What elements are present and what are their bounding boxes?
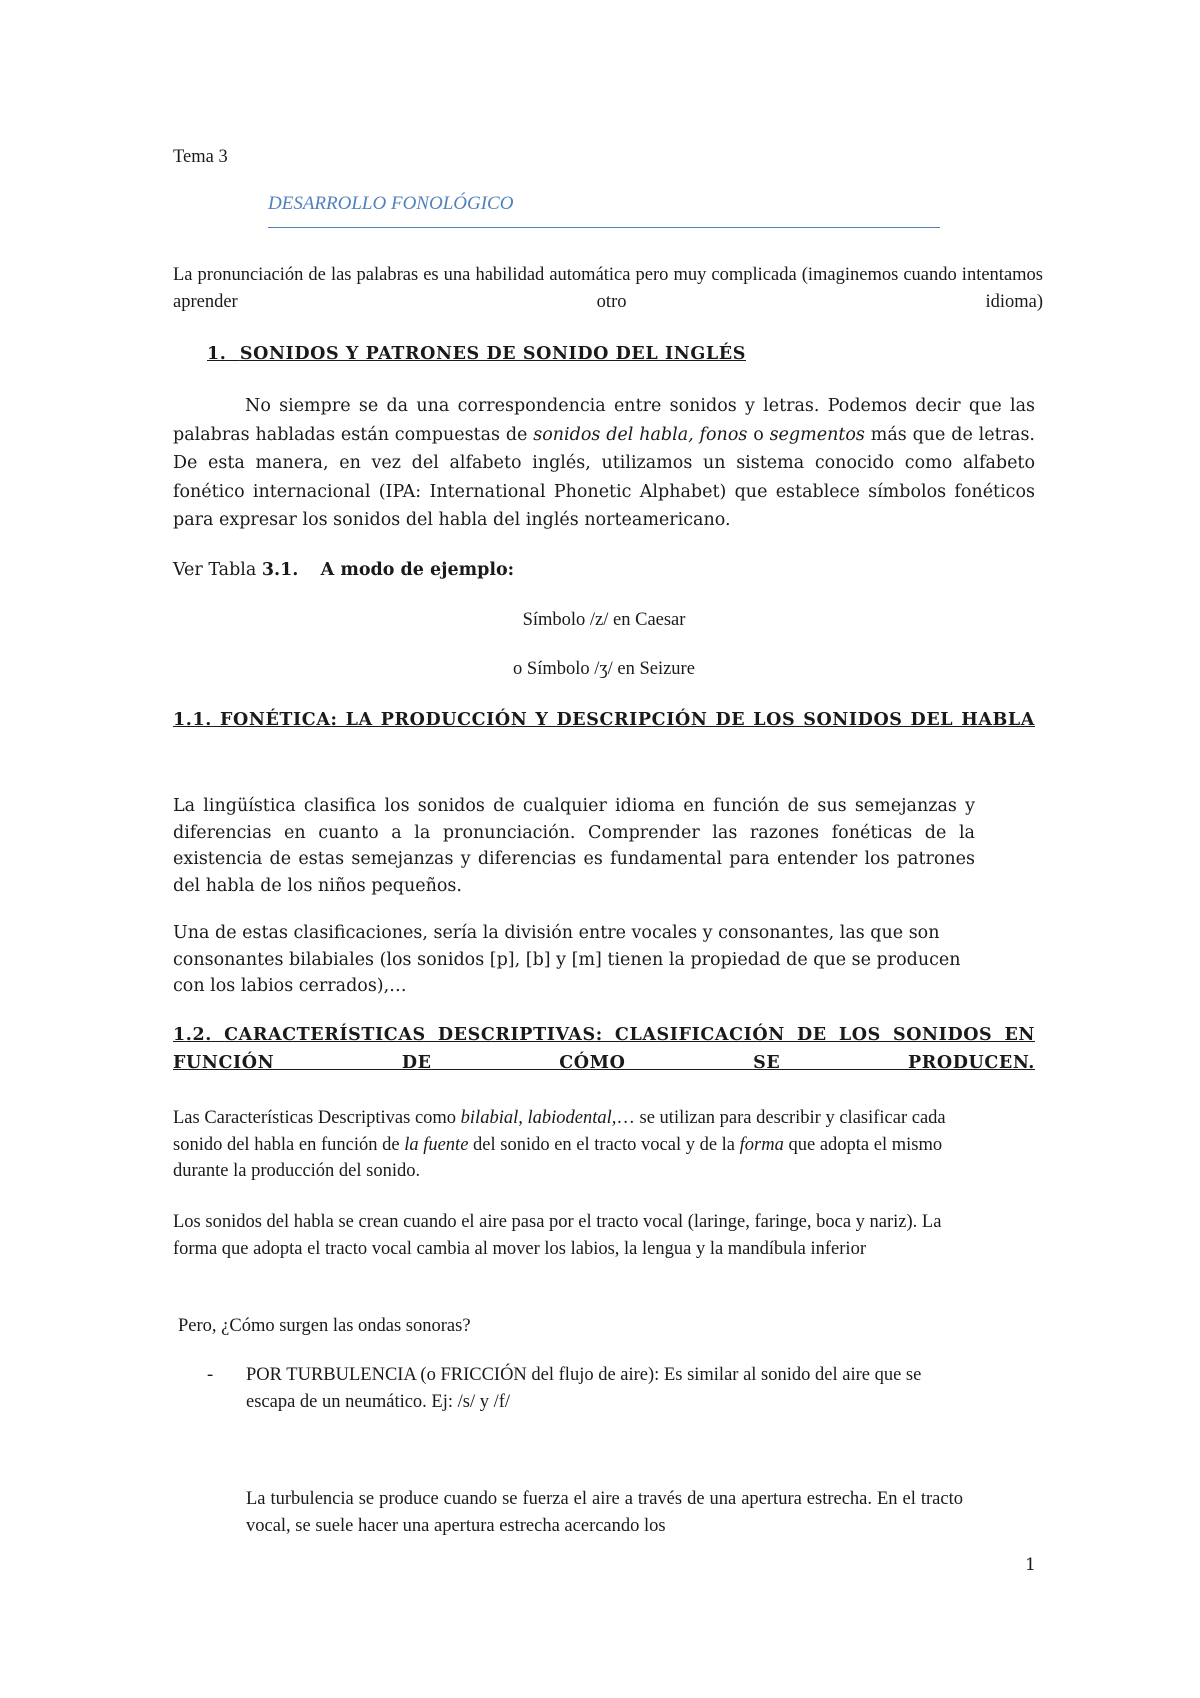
section-1-paragraph: No siempre se da una correspondencia entre sonidos y letras. Podemos decir que las palabras habladas están compuestas de sonidos del habla, fonos o segmentos más que de letras. De esta manera, en vez del alfabeto inglés, utilizamos un sistema conocido como alfabeto fonético internacional (IPA: International Phonetic Alphabet) que establece símbolos fonéticos para expresar los sonidos del habla del inglés norteamericano. [173, 396, 1035, 530]
section-1-2-paragraph-2: Los sonidos del habla se crean cuando el aire pasa por el tracto vocal (laringe, faringe, boca y nariz). La forma que adopta el tracto vocal cambia al mover los labios, la lengua y la mandíbula inferior [173, 1212, 942, 1259]
section-1-1-paragraph-1: La lingüística clasifica los sonidos de cualquier idioma en función de sus semejanzas y diferencias en cuanto a la pronunciación. Comprender las razones fonéticas de la existencia de estas semejanzas y diferencias es fundamental para entender los patrones del habla de los niños pequeños. [173, 796, 975, 896]
section-1-2-paragraph-1: Las Características Descriptivas como bilabial, labiodental,… se utilizan para describir y clasificar cada sonido del habla en función de la fuente del sonido en el tracto vocal y de la forma que adopta el mismo durante la producción del sonido. [173, 1108, 946, 1181]
title-underline [268, 193, 940, 228]
section-1-2-paragraph-3: La turbulencia se produce cuando se fuerza el aire a través de una apertura estrecha. En el tracto vocal, se suele hacer una apertura estrecha acercando los [246, 1489, 963, 1536]
document-title: DESARROLLO FONOLÓGICO [268, 193, 514, 214]
question-line: Pero, ¿Cómo surgen las ondas sonoras? [178, 1316, 471, 1336]
bullet-turbulence: POR TURBULENCIA (o FRICCIÓN del flujo de aire): Es similar al sonido del aire que se escapa de un neumático. Ej: /s/ y /f/ [246, 1365, 922, 1412]
bullet-dash: - [207, 1365, 214, 1385]
topic-label: Tema 3 [173, 147, 228, 167]
section-1-heading: 1. SONIDOS Y PATRONES DE SONIDO DEL INGLÉS [207, 344, 746, 364]
section-1-1-heading: 1.1. FONÉTICA: LA PRODUCCIÓN Y DESCRIPCIÓN DE LOS SONIDOS DEL HABLA [173, 710, 1035, 730]
intro-paragraph: La pronunciación de las palabras es una habilidad automática pero muy complicada (imaginemos cuando intentamos aprender otro idioma) [173, 265, 1043, 312]
section-1-1-paragraph-2: Una de estas clasificaciones, sería la división entre vocales y consonantes, las que son consonantes bilabiales (los sonidos [p], [b] y [m] tienen la propiedad de que se producen con los labios cerrados),… [173, 923, 961, 996]
section-1-2-heading: 1.2. CARACTERÍSTICAS DESCRIPTIVAS: CLASIFICACIÓN DE LOS SONIDOS EN FUNCIÓN DE CÓMO SE PRODUCEN. [173, 1025, 1035, 1073]
example-1: Símbolo /z/ en Caesar [522, 610, 686, 630]
table-reference: Ver Tabla 3.1. A modo de ejemplo: [173, 560, 515, 580]
example-2: o Símbolo /ʒ/ en Seizure [513, 659, 695, 679]
page-number: 1 [1025, 1555, 1036, 1575]
